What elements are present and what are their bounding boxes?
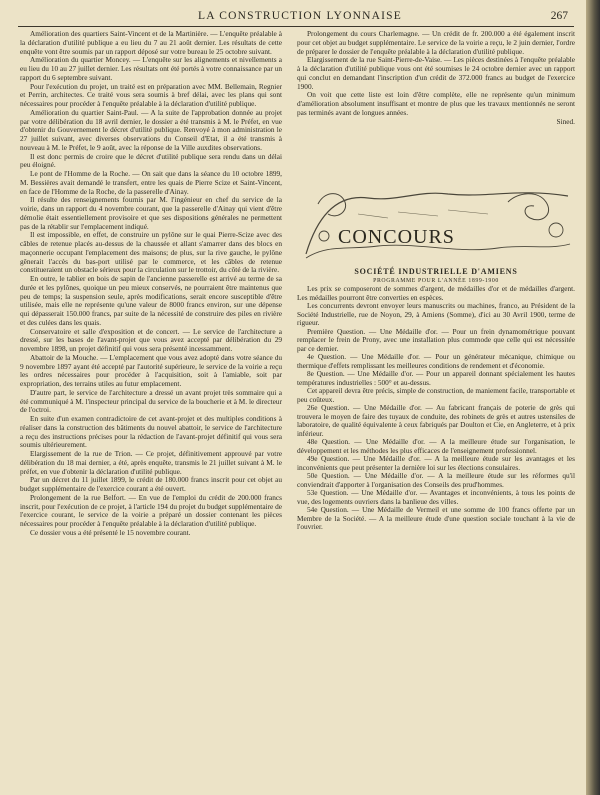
paragraph: Première Question. — Une Médaille d'or. — Pour un frein dynamométrique pouvant remplacer le frein de Prony, avec une installation plus commode que celle qui est nécessitée par ce dernier. (297, 326, 575, 353)
page-number: 267 (550, 10, 568, 22)
paragraph: 53e Question. — Une Médaille d'or. — Avantages et inconvénients, à tous les points de vue, des logements ouvriers dans la banlieue des villes. (297, 488, 575, 506)
paragraph: Pour l'exécution du projet, un traité est en préparation avec MM. Bellemain, Regnier et Perrin, architectes. Ce traité vous sera soumis à bref délai, avec les plans qui sont nécessaires pour procéder à l'enquête préalable à la déclaration d'utilité publique. (20, 81, 282, 108)
paragraph: Amélioration du quartier Saint-Paul. — A la suite de l'approbation donnée au projet par votre délibération du 18 avril dernier, le dossier a été transmis à M. le Préfet, en vue d'obtenir du Gouvernement le décret d'utilité publique. Renvoyé à mon administration le 27 juillet suivant, avec diverses observations du Conseil d'Etat, il a été transmis à nouveau à M. le Préfet, le 9 août, avec la réponse de la Ville auxdites observations. (20, 107, 282, 152)
paragraph: 54e Question. — Une Médaille de Vermeil et une somme de 100 francs offerte par un Membre de la Société. — A la meilleure étude d'une question sociale touchant à la vie de l'ouvrier. (297, 505, 575, 531)
paragraph: En outre, le tablier en bois de sapin de l'ancienne passerelle est arrivé au terme de sa durée et les pylônes, quoique un peu mieux conservés, ne pourraient être maintenus que peu de temps; la suspension seule, après modifications, serait encore susceptible d'être utilisée, mais elle ne représente qu'une valeur de 8000 francs environ, sur une dépense qui dépasserait 150.000 francs, par suite de la nécessité de construire des piles en rivière et des culées dans les quais. (20, 274, 282, 327)
ornament-illustration (298, 184, 576, 264)
paragraph: Il est impossible, en effet, de construire un pylône sur le quai Pierre-Scize avec des câbles de retenue placés au-dessus de la chaussée et allant s'amarrer dans des blocs en maçonnerie occupant l'emplacement des maisons; de plus, sur la rive gauche, le pylône gênerait l'accès du bas-port utilisé par le commerce, et les câbles de retenue constitueraient un obstacle sérieux pour la circulation sur le trottoir, du côté de la rivière. (20, 230, 282, 275)
paragraph: Prolongement du cours Charlemagne. — Un crédit de fr. 200.000 a été également inscrit pour cet objet au budget supplémentaire. Le service de la voirie a reçu, le 2 juin dernier, l'ordre de préparer le dossier de l'enquête préalable à la déclaration d'utilité publique. (297, 29, 575, 56)
right-column-concours (297, 268, 575, 532)
paragraph: Conservatoire et salle d'exposition et de concert. — Le service de l'architecture a dressé, sur les bases de l'avant-projet que vous avez accepté par délibération du 29 novembre 1898, un projet définitif qui vous sera présenté incessamment. (20, 326, 282, 353)
paragraph: Abattoir de la Mouche. — L'emplacement que vous avez adopté dans votre séance du 9 novembre 1897 ayant été accepté par l'autorité supérieure, le service de la voirie a reçu les ordres nécessaires pour procéder à l'acquisition, soit à l'amiable, soit par expropriation, des terrains utiles au futur emplacement. (20, 352, 282, 388)
paragraph: En suite d'un examen contradictoire de cet avant-projet et des multiples conditions à réaliser dans la construction des bâtiments du nouvel abattoir, le service de l'architecture a reçu des instructions précises pour la rédaction de l'avant-projet définitif qui vous sera soumis ultérieurement. (20, 414, 282, 450)
paragraph: 4e Question. — Une Médaille d'or. — Pour un générateur mécanique, chimique ou thermique d'effets remplissant les meilleures conditions de rendement et d'économie. (297, 352, 575, 370)
right-column-top (297, 30, 575, 126)
paragraph: 50e Question. — Une Médaille d'or. — A la meilleure étude sur les réformes qu'il conviendrait d'apporter à l'organisation des Conseils des prud'hommes. (297, 471, 575, 489)
concours-banner (298, 184, 576, 264)
paragraph: D'autre part, le service de l'architecture a dressé un avant projet très sommaire qui a été communiqué à M. l'inspecteur principal du service de la boucherie et à M. le directeur de l'octroi. (20, 387, 282, 415)
paragraph: On voit que cette liste est loin d'être complète, elle ne représente qu'un minimum d'amélioration absolument insuffisant et montre de plus que les travaux mentionnés ne seront pas terminés avant de longues années. (297, 90, 575, 117)
paragraph: Il est donc permis de croire que le décret d'utilité publique sera rendu dans un délai peu éloigné. (20, 151, 282, 170)
section-subtitle: PROGRAMME POUR L'ANNÉE 1899-1900 (373, 277, 499, 284)
paragraph: Prolongement de la rue Belfort. — En vue de l'emploi du crédit de 200.000 francs inscrit, pour l'exécution de ce projet, à l'article 194 du projet du budget supplémentaire de l'exercice courant, le service de la voirie a préparé un dossier contenant les pièces nécessaires pour procéder à l'enquête préalable à la déclaration d'utilité publique. (20, 492, 282, 528)
paragraph: 8e Question. — Une Médaille d'or. — Pour un appareil donnant spécialement les hautes températures industrielles : 500° et au-dessus. (297, 369, 575, 387)
left-column (20, 30, 282, 538)
paragraph: Les prix se composeront de sommes d'argent, de médailles d'or et de médailles d'argent. Les médailles pourront être converties en espèces. (297, 284, 575, 302)
paragraph: Amélioration du quartier Moncey. — L'enquête sur les alignements et nivellements a eu lieu du 10 au 27 juillet dernier. Les résultats ont été portés à votre connaissance par un rapport du 6 septembre suivant. (20, 55, 282, 82)
section-title: SOCIÉTÉ INDUSTRIELLE D'AMIENS (354, 267, 518, 276)
paragraph: 26e Question. — Une Médaille d'or. — Au fabricant français de poterie de grès qui trouvera le moyen de faire des tuyaux de conduite, des robinets de grès et autres ustensiles de laboratoire, de qualité équivalente à ceux fabriqués par Doulton et Cie, en Angleterre, et à prix inférieur. (297, 403, 575, 438)
paragraph: Le pont de l'Homme de la Roche. — On sait que dans la séance du 10 octobre 1899, M. Bessières avait demandé le transfert, entre les quais de Pierre Scize et Saint-Vincent, en face de l'Homme de la Roche, de la passerelle d'Ainay. (20, 169, 282, 196)
paragraph: Il résulte des renseignements fournis par M. l'ingénieur en chef du service de la voirie, dans un rapport du 4 novembre courant, que la passerelle d'Ainay qui vient d'être démolie était essentiellement provisoire et que ses dispositions générales ne permettent pas de la rétablir sur l'emplacement indiqué. (20, 195, 282, 231)
paragraph: Les concurrents devront envoyer leurs manuscrits ou machines, franco, au Président de la Société Industrielle, rue de Noyon, 29, à Amiens (Somme), d'ici au 30 Avril 1900, terme de rigueur. (297, 301, 575, 327)
paragraph: Amélioration des quartiers Saint-Vincent et de la Martinière. — L'enquête préalable à la déclaration d'utilité publique a eu lieu du 7 au 21 août dernier. Les résultats de cette enquête vont être soumis par un rapport déposé sur votre bureau le 25 octobre suivant. (20, 29, 282, 56)
paragraph: 49e Question. — Une Médaille d'or. — A la meilleure étude sur les avantages et les inconvénients que peut présenter la dernière loi sur les élections consulaires. (297, 454, 575, 472)
journal-title: LA CONSTRUCTION LYONNAISE (198, 10, 402, 22)
concours-heading: CONCOURS (338, 226, 455, 248)
page-edge-shadow (586, 0, 600, 795)
header-rule (18, 26, 574, 27)
paragraph: Par un décret du 11 juillet 1899, le crédit de 180.000 francs inscrit pour cet objet au budget supplémentaire de l'exercice courant a été ouvert. (20, 475, 282, 493)
page-header (28, 8, 572, 26)
paragraph: Elargissement de la rue de Trion. — Ce projet, définitivement approuvé par votre délibération du 18 mai dernier, a été, après enquête, transmis le 21 juillet suivant à M. le préfet, en vue d'obtenir la déclaration d'utilité publique. (20, 449, 282, 476)
paragraph: 48e Question. — Une Médaille d'or. — A la meilleure étude sur l'organisation, le développement et les méthodes les plus efficaces de l'enseignement professionnel. (297, 437, 575, 455)
signature: Sined. (556, 116, 575, 126)
paragraph: Ce dossier vous a été présenté le 15 novembre courant. (30, 527, 191, 537)
paragraph: Cet appareil devra être précis, simple de construction, de maniement facile, transportable et peu coûteux. (297, 386, 575, 404)
paragraph: Elargissement de la rue Saint-Pierre-de-Vaise. — Les pièces destinées à l'enquête préalable à la déclaration d'utilité publique vous ont été soumises le 24 octobre dernier avec un rapport qui conclut en demandant l'inscription d'un crédit de 372.000 francs au budget de l'exercice 1900. (297, 55, 575, 91)
